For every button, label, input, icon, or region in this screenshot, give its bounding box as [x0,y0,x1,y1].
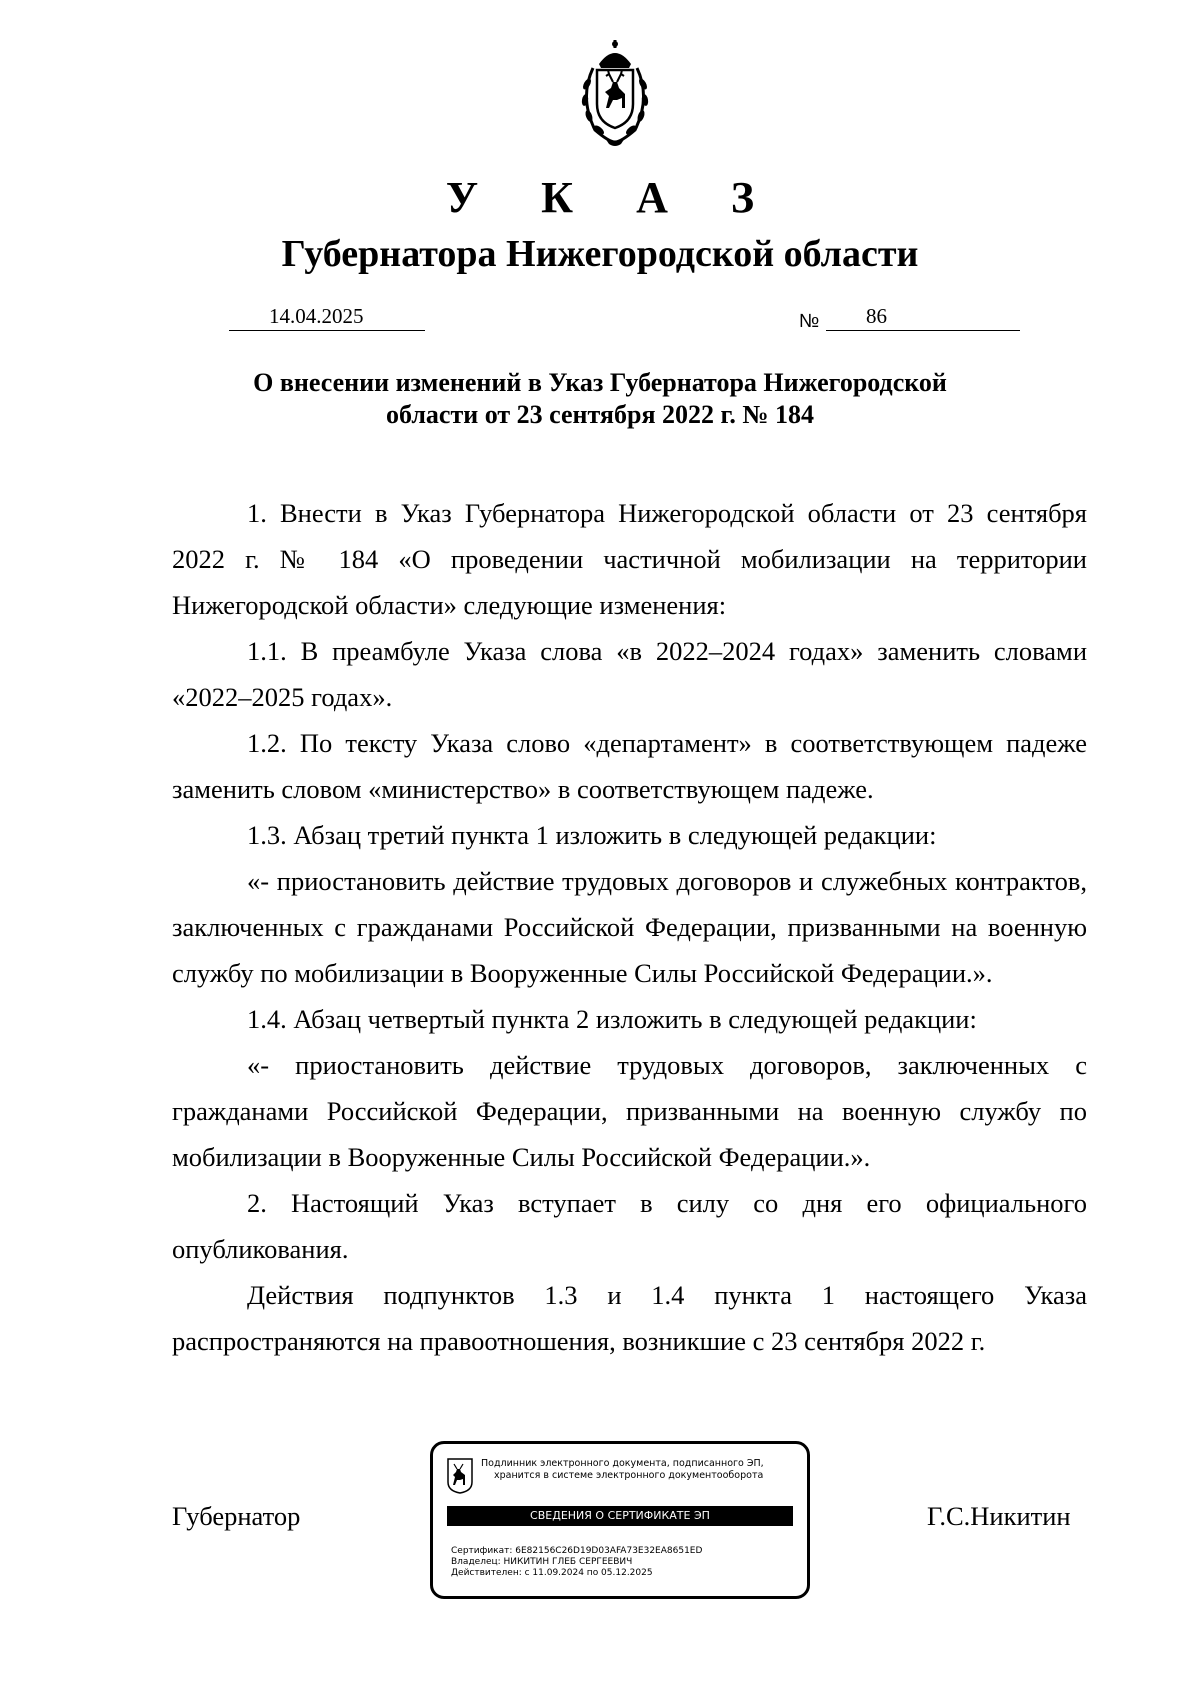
paragraph: 1.1. В преамбуле Указа слова «в 2022–2024 годах» заменить словами «2022–2025 годах». [172,636,1087,712]
paragraph: «- приостановить действие трудовых договоров и служебных контрактов, заключенных с гражданами Российской Федерации, призванными на военную службу по мобилизации в Вооруженные Силы Российской Федерации.». [172,866,1087,988]
signer-position: Губернатор [172,1501,301,1531]
paragraph: 2. Настоящий Указ вступает в силу со дня его официального опубликования. [172,1188,1087,1264]
signer-name: Г.С.Никитин [927,1501,1071,1531]
electronic-signature-stamp [430,1441,810,1599]
stamp-header-line: Подлинник электронного документа, подписанного ЭП, [481,1458,764,1469]
date-value: 14.04.2025 [269,304,364,328]
paragraph: 1.2. По тексту Указа слово «департамент» в соответствующем падеже заменить словом «министерство» в соответствующем падеже. [172,728,1087,804]
paragraph: «- приостановить действие трудовых договоров, заключенных с гражданами Российской Федерации, призванными на военную службу по мобилизации в Вооруженные Силы Российской Федерации.». [172,1050,1087,1172]
number-field [826,304,1020,331]
issuer-title: Губернатора Нижегородской области [281,233,919,275]
certificate-validity: Действителен: с 11.09.2024 по 05.12.2025 [451,1568,653,1578]
certificate-id: Сертификат: 6E82156C26D19D03AFA73E32EA8651ED [451,1546,703,1556]
subject-line: О внесении изменений в Указ Губернатора Нижегородской [253,368,947,397]
document-type-title: У К А З [445,173,781,222]
document-subject [0,367,1200,431]
stamp-header-line: хранится в системе электронного документооборота [494,1470,764,1481]
paragraph: 1.3. Абзац третий пункта 1 изложить в следующей редакции: [247,820,937,850]
number-value: 86 [866,304,887,328]
coat-of-arms-emblem [559,38,671,150]
date-field [229,304,425,331]
deer-emblem-icon [447,1458,473,1494]
number-label: № [799,311,820,332]
paragraph: Действия подпунктов 1.3 и 1.4 пункта 1 настоящего Указа распространяются на правоотношения, возникшие с 23 сентября 2022 г. [172,1280,1087,1356]
paragraph: 1. Внести в Указ Губернатора Нижегородской области от 23 сентября 2022 г. № 184 «О проведении частичной мобилизации на территории Нижегородской области» следующие изменения: [172,498,1087,620]
document-body [172,490,1087,1364]
stamp-title-bar: СВЕДЕНИЯ О СЕРТИФИКАТЕ ЭП [447,1506,793,1526]
paragraph: 1.4. Абзац четвертый пункта 2 изложить в следующей редакции: [247,1004,977,1034]
certificate-owner: Владелец: НИКИТИН ГЛЕБ СЕРГЕЕВИЧ [451,1557,633,1567]
subject-line: области от 23 сентября 2022 г. № 184 [385,400,815,429]
